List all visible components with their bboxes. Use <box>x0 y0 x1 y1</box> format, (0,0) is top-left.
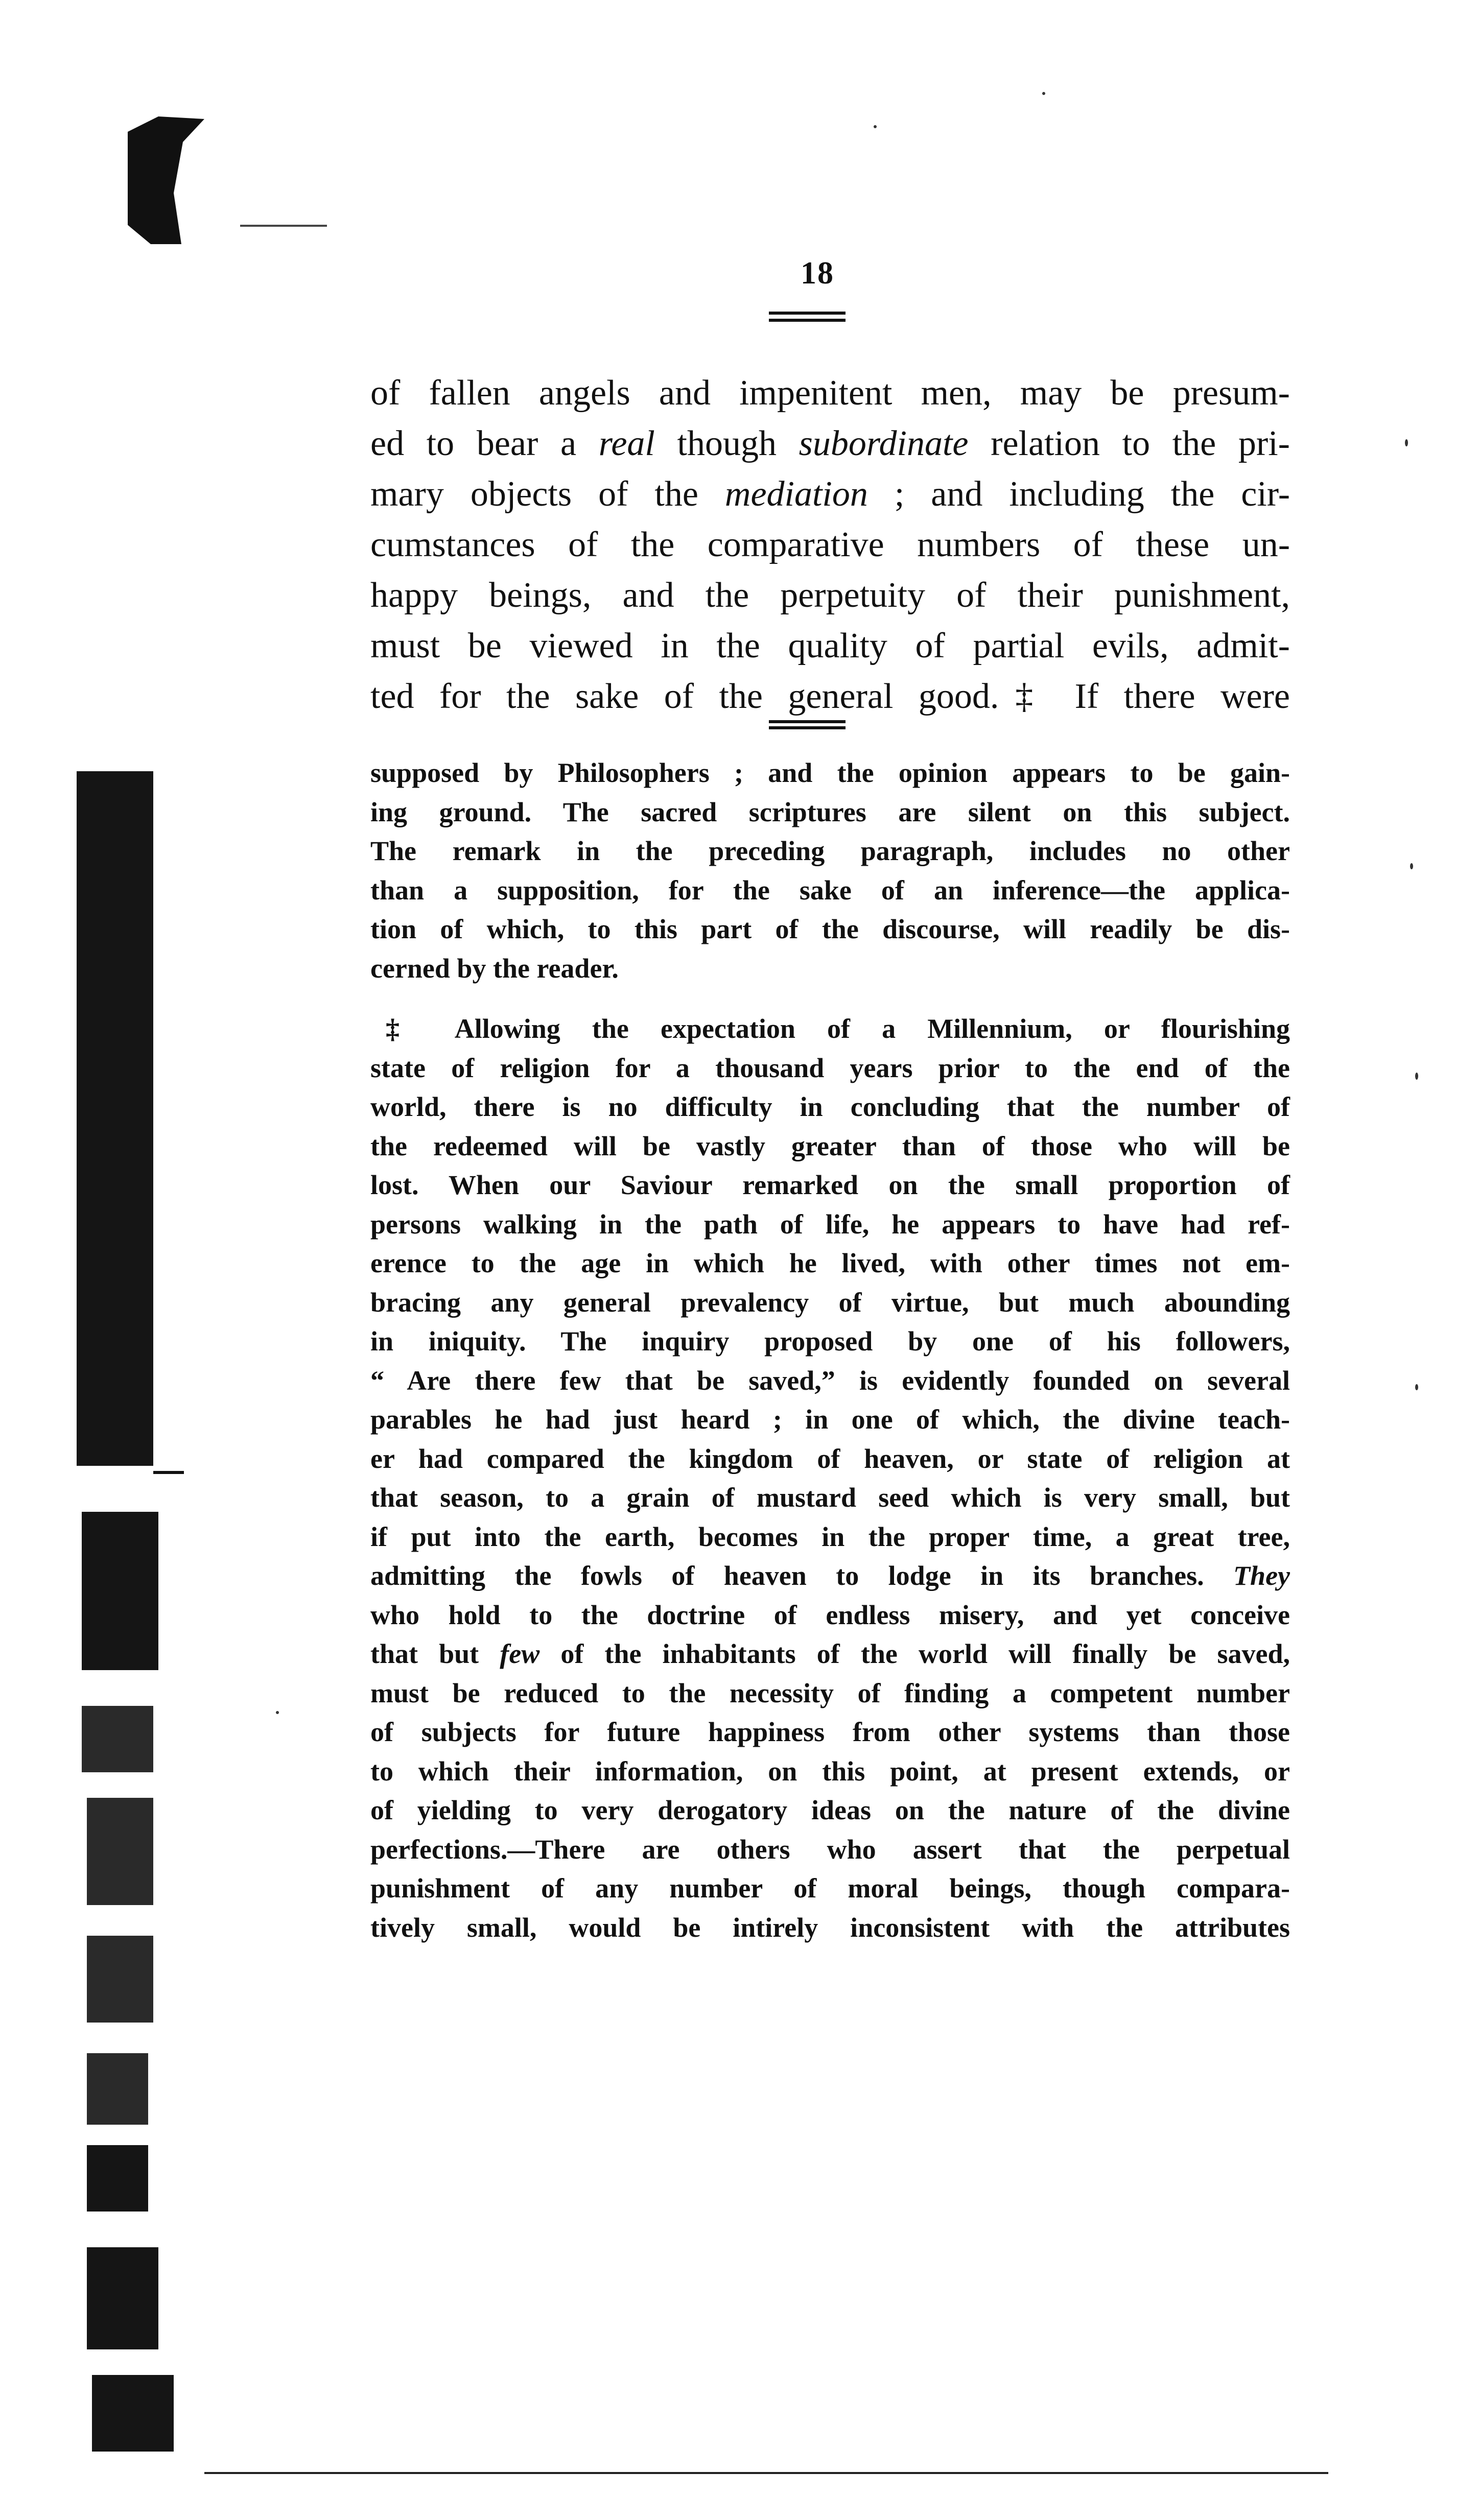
italic-word: subordinate <box>799 424 969 463</box>
footnote-line: lost. When our Saviour remarked on the small proportion of <box>370 1170 1290 1200</box>
footnotes <box>370 753 1290 1947</box>
scan-binding-blot <box>128 116 204 244</box>
scan-binding-stripe-2 <box>82 1512 158 1670</box>
scan-binding-stripe-9 <box>92 2375 174 2452</box>
footnote-line: must be reduced to the necessity of finding a competent number <box>370 1677 1290 1708</box>
italic-word: mediation <box>724 474 868 514</box>
scan-speck <box>1405 439 1408 446</box>
main-text-line: ted for the sake of the general good.‡ If there were <box>370 677 1290 716</box>
footnote-line: who hold to the doctrine of endless misery, and yet conceive <box>370 1599 1290 1630</box>
footnote-line: erence to the age in which he lived, with other times not em- <box>370 1248 1290 1278</box>
scan-binding-stripe-5 <box>87 1936 153 2023</box>
scan-binding-stripe-7 <box>87 2145 148 2212</box>
scan-edge-mark <box>240 225 327 227</box>
footnote-line: of subjects for future happiness from other systems than those <box>370 1717 1290 1747</box>
footnote-line: that but few of the inhabitants of the world will finally be saved, <box>370 1638 1290 1669</box>
main-text-line: ed to bear a real though subordinate relation to the pri- <box>370 424 1290 463</box>
italic-word: They <box>1233 1560 1290 1591</box>
footnote-line: tively small, would be intirely inconsistent with the attributes <box>370 1912 1290 1943</box>
footnote-line: than a supposition, for the sake of an inference—the applica- <box>370 874 1290 906</box>
page-number: 18 <box>801 256 834 291</box>
footnote-line: admitting the fowls of heaven to lodge in its branches. They <box>370 1560 1290 1591</box>
footnote-line: supposed by Philosophers ; and the opinion appears to be gain- <box>370 757 1290 788</box>
footnote-line: cerned by the reader. <box>370 953 619 984</box>
footnote-line: The remark in the preceding paragraph, includes no other <box>370 836 1290 866</box>
footnote-line: state of religion for a thousand years prior to the end of the <box>370 1052 1290 1083</box>
footnote-line: bracing any general prevalency of virtue, but much abounding <box>370 1287 1290 1318</box>
scan-speck <box>1415 1073 1418 1080</box>
page-number-rule <box>769 312 846 322</box>
scan-speck <box>1410 863 1413 869</box>
footnote-line: of yielding to very derogatory ideas on the nature of the divine <box>370 1795 1290 1825</box>
footnote-line: in iniquity. The inquiry proposed by one of his followers, <box>370 1326 1290 1357</box>
main-text-line: of fallen angels and impenitent men, may be presum- <box>370 373 1290 413</box>
italic-word: real <box>598 424 655 463</box>
footnote-line: to which their information, on this point, at present extends, or <box>370 1755 1290 1787</box>
main-text-line: cumstances of the comparative numbers of these un- <box>370 525 1290 564</box>
footnote-line: ‡ Allowing the expectation of a Millennium, or flourishing <box>386 1013 1290 1044</box>
main-text-line: must be viewed in the quality of partial evils, admit- <box>370 626 1290 665</box>
scan-bottom-edge <box>204 2472 1328 2474</box>
scan-binding-stripe-6 <box>87 2053 148 2125</box>
scan-speck <box>874 125 877 128</box>
footnote-line: tion of which, to this part of the discourse, will readily be dis- <box>370 914 1290 944</box>
footnote-line: world, there is no difficulty in concluding that the number of <box>370 1091 1290 1122</box>
footnote-separator <box>769 720 846 729</box>
scan-speck <box>1415 1384 1418 1390</box>
scan-binding-stripe-3 <box>82 1706 153 1772</box>
footnote-line: if put into the earth, becomes in the proper time, a great tree, <box>370 1521 1290 1552</box>
footnote-line: parables he had just heard ; in one of which, the divine teach- <box>370 1404 1290 1435</box>
footnote-line: “ Are there few that be saved,” is evidently founded on several <box>370 1365 1290 1396</box>
scan-binding-stripe-1 <box>77 771 153 1466</box>
scan-binding-stripe-4 <box>87 1798 153 1905</box>
footnote-line: perfections.—There are others who assert that the perpetual <box>370 1834 1290 1865</box>
footnote-line: punishment of any number of moral beings, though compara- <box>370 1873 1290 1904</box>
italic-word: few <box>500 1638 540 1669</box>
main-text-line: mary objects of the mediation ; and including the cir- <box>370 474 1290 514</box>
footnote-line: persons walking in the path of life, he appears to have had ref- <box>370 1208 1290 1240</box>
footnote-gap <box>370 988 1290 1009</box>
footnote-line: the redeemed will be vastly greater than of those who will be <box>370 1130 1290 1161</box>
footnote-line: ing ground. The sacred scriptures are silent on this subject. <box>370 796 1290 827</box>
footnote-line: er had compared the kingdom of heaven, or state of religion at <box>370 1443 1290 1474</box>
scan-edge-line <box>153 1471 184 1474</box>
main-text <box>370 368 1290 722</box>
main-text-line: happy beings, and the perpetuity of their punishment, <box>370 576 1290 615</box>
scan-binding-stripe-8 <box>87 2247 158 2349</box>
scan-speck <box>276 1711 279 1714</box>
footnote-line: that season, to a grain of mustard seed which is very small, but <box>370 1482 1290 1513</box>
scan-speck <box>1042 92 1045 95</box>
